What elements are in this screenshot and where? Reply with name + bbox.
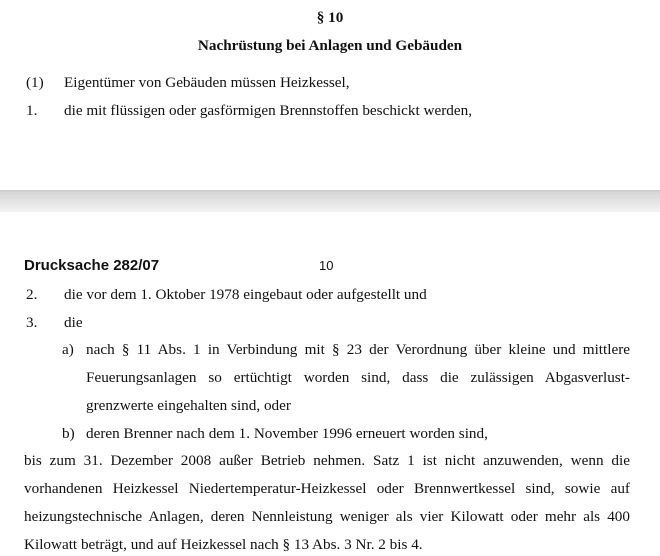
sub-item-line: nach § 11 Abs. 1 in Verbindung mit § 23 der Verordnung über kleine und mittlere (86, 341, 630, 358)
closing-line: Kilowatt beträgt, und auf Heizkessel nach § 13 Abs. 3 Nr. 2 bis 4. (24, 536, 423, 553)
sub-item-line: Feuerungsanlagen so ertüchtigt worden sind, dass die zulässigen Abgasverlust- (86, 369, 630, 386)
sub-item-line: deren Brenner nach dem 1. November 1996 erneuert worden sind, (86, 425, 488, 442)
page-number: 10 (319, 258, 334, 273)
item-label: 3. (26, 314, 38, 331)
closing-line: vorhandenen Heizkessel Niedertemperatur-Heizkessel oder Brennwertkessel sind, sowie auf (24, 480, 630, 497)
document-page-1[interactable] (0, 0, 660, 190)
closing-line: bis zum 31. Dezember 2008 außer Betrieb nehmen. Satz 1 ist nicht anzuwenden, wenn die (24, 452, 630, 469)
sub-item-label: a) (62, 341, 74, 358)
page-separator (0, 190, 660, 212)
document-label: Drucksache 282/07 (24, 257, 160, 274)
item-label: 1. (26, 102, 38, 119)
item-label: (1) (26, 74, 44, 91)
sub-item-line: grenzwerte eingehalten sind, oder (86, 397, 291, 414)
item-text: die (64, 314, 83, 331)
item-text: die vor dem 1. Oktober 1978 eingebaut oder aufgestellt und (64, 286, 427, 303)
sub-item-label: b) (62, 425, 75, 442)
section-title: Nachrüstung bei Anlagen und Gebäuden (197, 37, 463, 54)
item-label: 2. (26, 286, 38, 303)
item-text: die mit flüssigen oder gasförmigen Brennstoffen beschickt werden, (64, 102, 472, 119)
section-number: § 10 (316, 9, 344, 26)
closing-line: heizungstechnische Anlagen, deren Nennleistung weniger als vier Kilowatt oder mehr als 400 (24, 508, 630, 525)
item-text: Eigentümer von Gebäuden müssen Heizkessel, (64, 74, 350, 91)
